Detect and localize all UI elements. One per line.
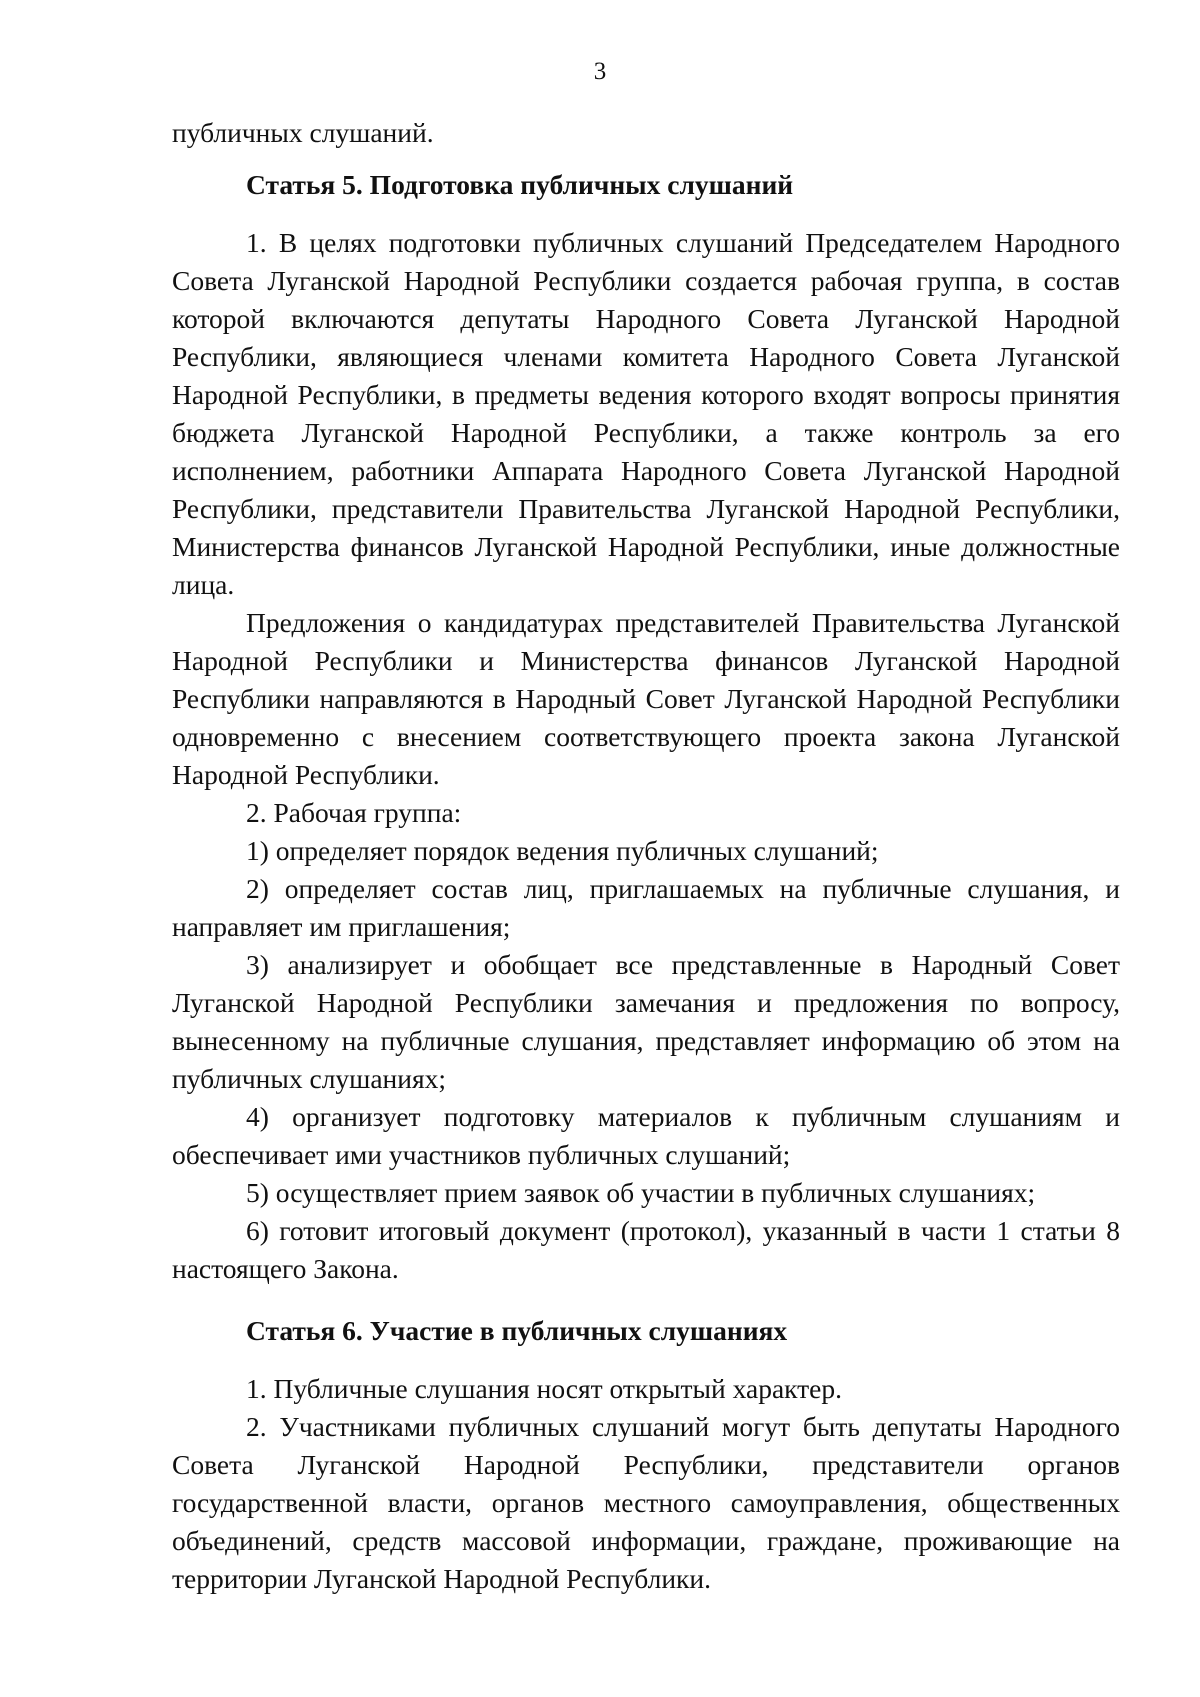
article-5-paragraph: 4) организует подготовку материалов к публичным слушаниям и обеспечивает ими участников публичных слушаний; bbox=[172, 1101, 1120, 1170]
document-body bbox=[172, 114, 1120, 1598]
article-5-paragraph: 5) осуществляет прием заявок об участии в публичных слушаниях; bbox=[246, 1177, 1036, 1208]
article-6-body bbox=[172, 1370, 1120, 1598]
article-5-title: Статья 5. Подготовка публичных слушаний bbox=[246, 169, 794, 200]
article-6-paragraph: 2. Участниками публичных слушаний могут быть депутаты Народного Совета Луганской Народной Республики, представители органов государственной власти, органов местного самоуправления, общественных объединений, средств массовой информации, граждане, проживающие на территории Луганской Народной Республики. bbox=[172, 1411, 1120, 1594]
article-5-paragraph: 1) определяет порядок ведения публичных слушаний; bbox=[246, 835, 879, 866]
article-5-paragraph: 6) готовит итоговый документ (протокол), указанный в части 1 статьи 8 настоящего Закона. bbox=[172, 1215, 1120, 1284]
article-5-paragraph: 2. Рабочая группа: bbox=[246, 797, 462, 828]
page-number: 3 bbox=[593, 58, 607, 85]
article-5-paragraph: 3) анализирует и обобщает все представленные в Народный Совет Луганской Народной Республики замечания и предложения по вопросу, вынесенному на публичные слушания, представляет информацию об этом на публичных слушаниях; bbox=[172, 949, 1120, 1094]
article-6-title: Статья 6. Участие в публичных слушаниях bbox=[246, 1315, 788, 1346]
paragraph-continuation: публичных слушаний. bbox=[172, 117, 434, 148]
article-5-paragraph: 1. В целях подготовки публичных слушаний Председателем Народного Совета Луганской Народной Республики создается рабочая группа, в состав которой включаются депутаты Народного Совета Луганской Народной Республики, являющиеся членами комитета Народного Совета Луганской Народной Республики, в предметы ведения которого входят вопросы принятия бюджета Луганской Народной Республики, а также контроль за его исполнением, работники Аппарата Народного Совета Луганской Народной Республики, представители Правительства Луганской Народной Республики, Министерства финансов Луганской Народной Республики, иные должностные лица. bbox=[172, 227, 1120, 600]
article-5-body bbox=[172, 224, 1120, 1288]
article-5-paragraph: 2) определяет состав лиц, приглашаемых на публичные слушания, и направляет им приглашения; bbox=[172, 873, 1120, 942]
article-5-paragraph: Предложения о кандидатурах представителей Правительства Луганской Народной Республики и Министерства финансов Луганской Народной Республики направляются в Народный Совет Луганской Народной Республики одновременно с внесением соответствующего проекта закона Луганской Народной Республики. bbox=[172, 607, 1120, 790]
article-6-paragraph: 1. Публичные слушания носят открытый характер. bbox=[246, 1373, 842, 1404]
